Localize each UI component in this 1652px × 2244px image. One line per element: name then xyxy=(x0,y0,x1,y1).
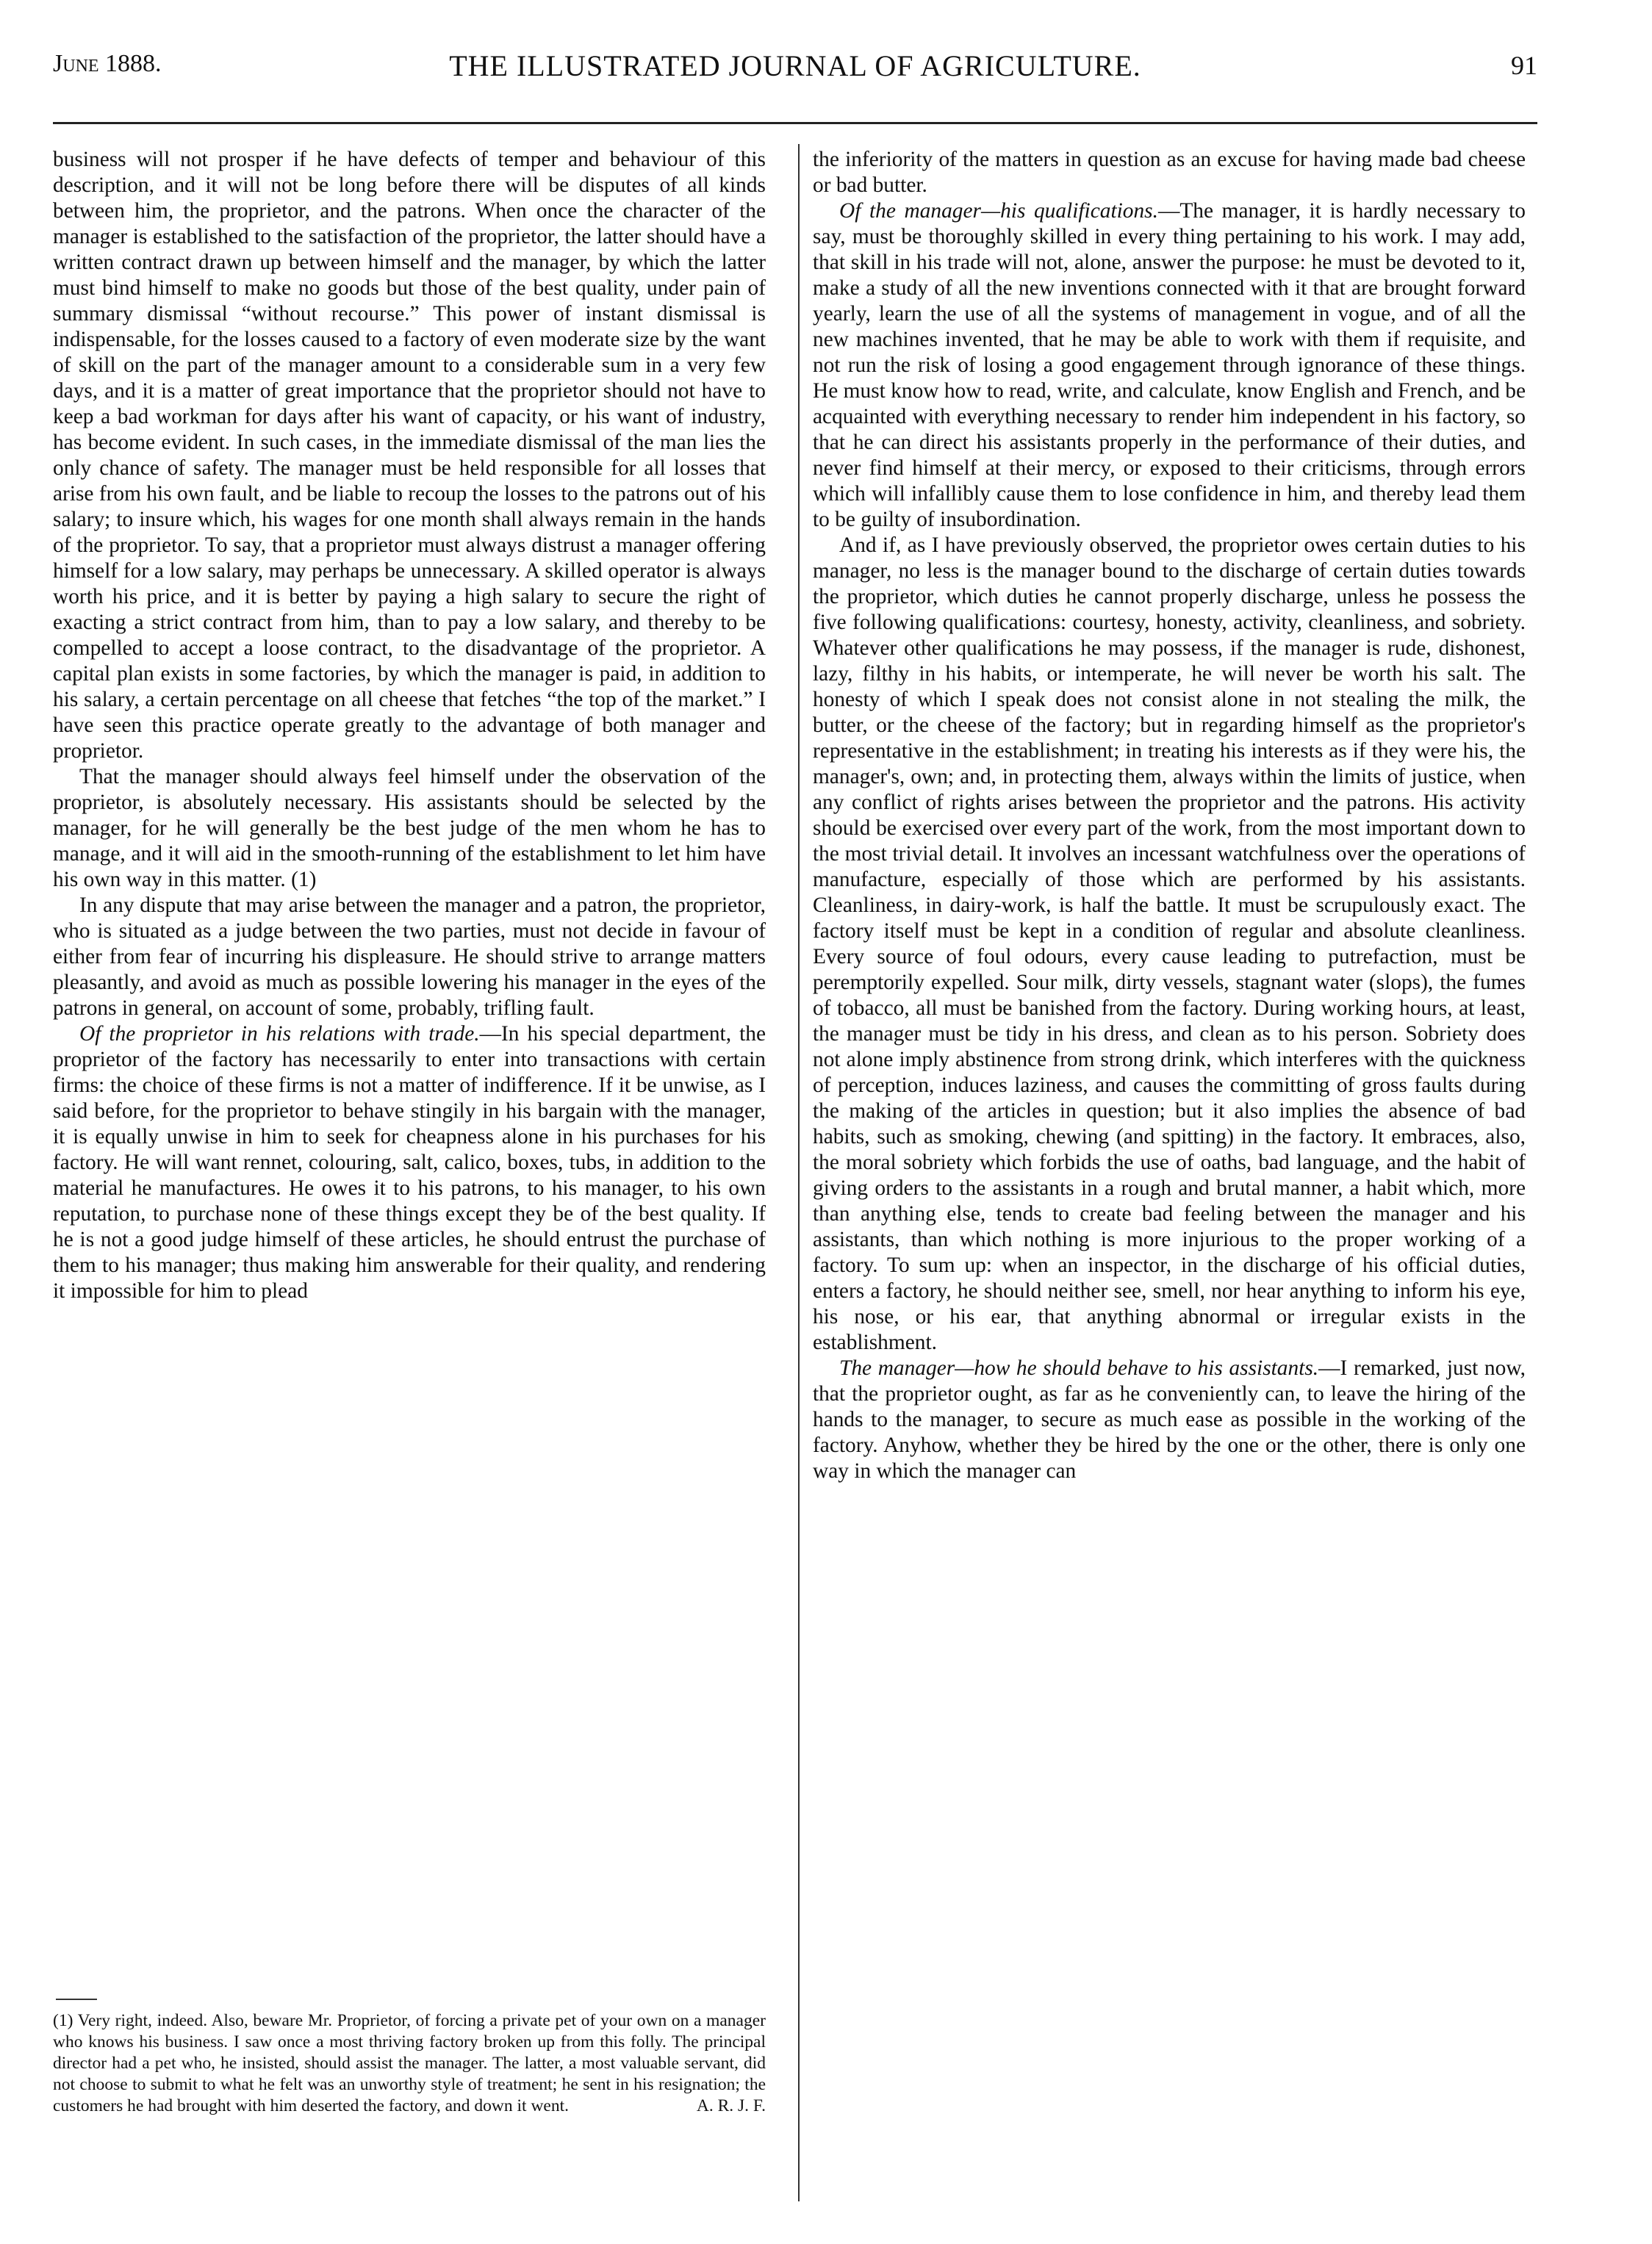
section-heading-trade: Of the proprietor in his relations with trade. xyxy=(79,1022,480,1046)
right-paragraph-2 xyxy=(813,198,1526,533)
section-heading-qualifications: Of the manager—his qualifications. xyxy=(839,199,1158,223)
right-column xyxy=(813,147,1526,1484)
header-rule xyxy=(53,122,1537,124)
left-paragraph-1: business will not prosper if he have defects of temper and behaviour of this description, and it will not be long before there will be disputes of all kinds between him, the proprietor, and the patrons. When once the character of the manager is established to the satisfaction of the proprietor, the latter should have a written contract drawn up between himself and the manager, by which the latter must bind himself to make no goods but those of the best quality, under pain of summary dismissal “without recourse.” This power of instant dismissal is indispensable, for the losses caused to a factory of even moderate size by the want of skill on the part of the manager amount to a considerable sum in a very few days, and it is a matter of great importance that the proprietor should not have to keep a bad workman for days after his want of capacity, or his want of industry, has become evident. In such cases, in the immediate dismissal of the man lies the only chance of safety. The manager must be held responsible for all losses that arise from his own fault, and be liable to recoup the losses to the patrons out of his salary; to insure which, his wages for one month shall always remain in the hands of the proprietor. To say, that a proprietor must always distrust a manager offering himself for a low salary, may perhaps be unnecessary. A skilled operator is always worth his price, and it is better by paying a high salary to secure the right of exacting a strict contract from him, than to pay a low salary, and thereby to be compelled to accept a loose contract, to the disadvantage of the proprietor. A capital plan exists in some factories, by which the manager is paid, in addition to his salary, a certain percentage on all cheese that fetches “the top of the market.” I have seen this practice operate greatly to the advantage of both manager and proprietor. xyxy=(53,148,766,763)
footnote xyxy=(53,2010,766,2117)
section-body-assistants: —I remarked, just now, that the proprietor ought, as far as he conveniently can, to leave the hiring of the hands to the manager, to secure as much ease as possible in the working of the factory. Anyhow, whether they be hired by the one or the other, there is only one way in which the manager can xyxy=(813,1356,1526,1483)
left-paragraph-2: That the manager should always feel himself under the observation of the proprietor, is absolutely necessary. His assistants should be selected by the manager, for he will generally be the best judge of the men whom he has to manage, and it will aid in the smooth-running of the establishment to let him have his own way in this matter. (1) xyxy=(53,765,766,891)
left-paragraph-3: In any dispute that may arise between the manager and a patron, the proprietor, who is situated as a judge between the two parties, must not decide in favour of either from fear of incurring his displeasure. He should strive to arrange matters pleasantly, and avoid as much as possible lowering his manager in the eyes of the patrons in general, on account of some, probably, trifling fault. xyxy=(53,893,766,1020)
left-paragraph-4 xyxy=(53,1021,766,1304)
column-divider xyxy=(798,144,800,2201)
section-heading-assistants: The manager—how he should behave to his assistants. xyxy=(839,1356,1319,1380)
right-paragraph-3: And if, as I have previously observed, the proprietor owes certain duties to his manager, no less is the manager bound to the discharge of certain duties towards the proprietor, which duties he cannot properly discharge, unless he possess the five following qualifications: courtesy, honesty, activity, cleanliness, and sobriety. Whatever other qualifications he may possess, if the manager is rude, dishonest, lazy, filthy in his habits, or intemperate, he will never be worth his salt. The honesty of which I speak does not consist alone in not stealing the milk, the butter, or the cheese of the factory; but in regarding himself as the proprietor's representative in the establishment; in treating his interests as if they were his, the manager's, own; and, in protecting them, always within the limits of justice, when any conflict of rights arises between the proprietor and the patrons. His activity should be exercised over every part of the work, from the most important down to the most trivial detail. It involves an incessant watchfulness over the operations of manufacture, especially of those which are performed by his assistants. Cleanliness, in dairy-work, is half the battle. It must be scrupulously exact. The factory itself must be kept in a condition of regular and absolute cleanliness. Every source of foul odours, every cause leading to putrefaction, must be peremptorily expelled. Sour milk, dirty vessels, stagnant water (slops), the fumes of tobacco, all must be banished from the factory. During working hours, at least, the manager must be tidy in his dress, and clean as to his person. Sobriety does not alone imply abstinence from strong drink, which interferes with the quickness of perception, induces laziness, and causes the committing of gross faults during the making of the articles in question; but it also implies the absence of bad habits, such as smoking, chewing (and spitting) in the factory. It embraces, also, the moral sobriety which forbids the use of oaths, bad language, and the habit of giving orders to the assistants in a rough and brutal manner, a habit which, more than anything else, tends to create bad feeling between the manager and his assistants, than which nothing is more injurious to the proper working of a factory. To sum up: when an inspector, in the discharge of his official duties, enters a factory, he should neither see, smell, nor hear anything to inform his eye, his nose, or his ear, that anything abnormal or irregular exists in the establishment. xyxy=(813,533,1526,1354)
right-paragraph-1: the inferiority of the matters in question as an excuse for having made bad cheese or bad butter. xyxy=(813,148,1526,197)
section-body-trade: —In his special department, the proprietor of the factory has necessarily to enter into transactions with certain firms: the choice of these firms is not a matter of indifference. If it be unwise, as I said before, for the proprietor to behave stingily in his bargain with the manager, it is equally unwise in him to seek for cheapness alone in his purchases for his factory. He will want rennet, colouring, salt, calico, boxes, tubs, in addition to the material he manufactures. He owes it to his patrons, to his manager, to his own reputation, to purchase none of these things except they be of the best quality. If he is not a good judge himself of these articles, he should entrust the purchase of them to his manager; thus making him answerable for their quality, and rendering it impossible for him to plead xyxy=(53,1022,766,1303)
footnote-signature: A. R. J. F. xyxy=(696,2096,766,2115)
left-column xyxy=(53,147,766,1304)
right-paragraph-4 xyxy=(813,1356,1526,1484)
journal-title: THE ILLUSTRATED JOURNAL OF AGRICULTURE. xyxy=(449,49,1141,82)
footnote-text: (1) Very right, indeed. Also, beware Mr. Proprietor, of forcing a private pet of your own on a manager who knows his business. I saw once a most thriving factory broken up from this folly. The principal director had a pet who, he insisted, should assist the manager. The latter, a most valuable servant, did not choose to submit to what he felt was an unworthy style of treatment; he sent in his resignation; the customers he had brought with him deserted the factory, and down it went. xyxy=(53,2011,766,2115)
footnote-rule xyxy=(56,1999,97,2000)
section-body-qualifications: —The manager, it is hardly necessary to say, must be thoroughly skilled in every thing pertaining to his work. I may add, that skill in his trade will not, alone, answer the purpose: he must be devoted to it, make a study of all the new inventions connected with it that are brought forward yearly, learn the use of all the systems of management in vogue, and of all the new machines invented, that he may be able to work with them if requisite, and not run the risk of losing a good engagement through ignorance of these things. He must know how to read, write, and calculate, know English and French, and be acquainted with everything necessary to render him independent in his factory, so that he can direct his assistants properly in the performance of their duties, and never find himself at their mercy, or exposed to their criticisms, through errors which will infallibly cause them to lose confidence in him, and thereby lead them to be guilty of insubordination. xyxy=(813,199,1526,531)
page-number: 91 xyxy=(1511,51,1537,80)
page-header xyxy=(53,44,1537,96)
issue-date: June 1888. xyxy=(53,50,162,77)
